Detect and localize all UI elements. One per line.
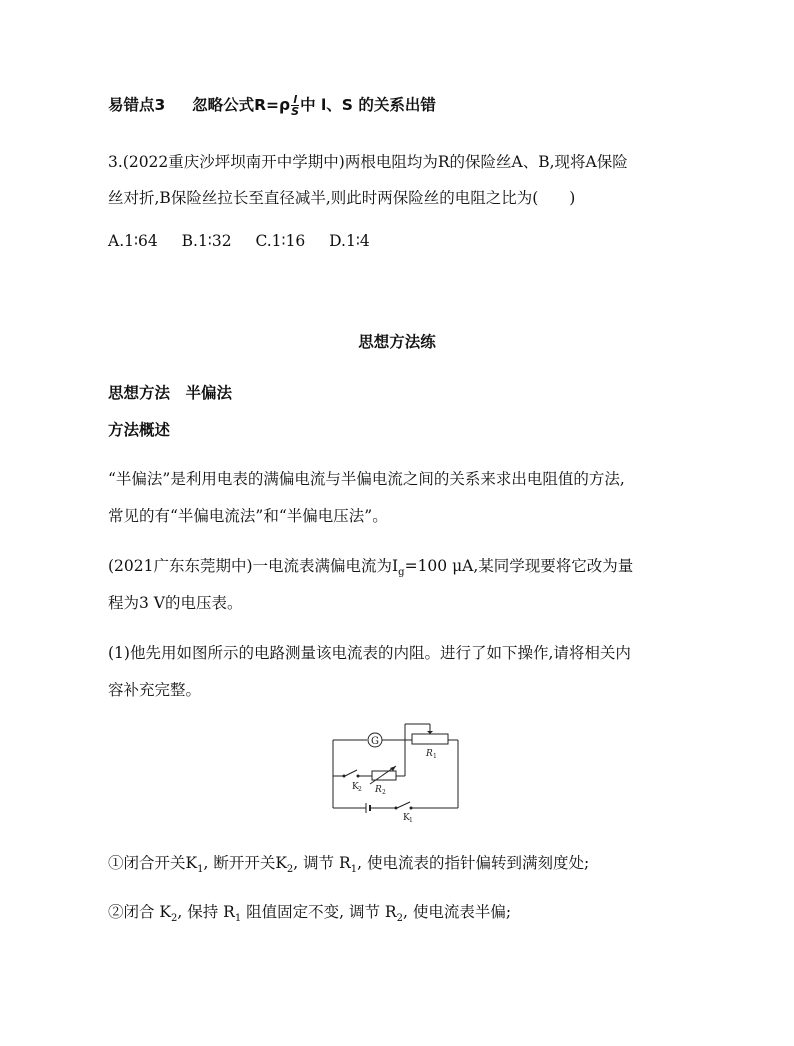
k2-sub: 2 bbox=[358, 786, 362, 793]
step2-text: ②闭合 K bbox=[108, 903, 172, 921]
step1-text: , 调节 R bbox=[293, 854, 351, 872]
r1-sub: 1 bbox=[433, 753, 437, 760]
switch-k2 bbox=[345, 770, 357, 776]
option-d: D.1∶4 bbox=[329, 232, 370, 250]
step1 bbox=[108, 851, 589, 875]
fraction-numerator: l bbox=[291, 94, 299, 106]
question3-line1: 3.(2022重庆沙坪坝南开中学期中)两根电阻均为R的保险丝A、B,现将A保险 bbox=[108, 153, 628, 171]
step2-sub: 1 bbox=[234, 913, 242, 925]
k1-label: K bbox=[403, 813, 410, 823]
switch-terminal bbox=[395, 807, 398, 810]
option-b: B.1∶32 bbox=[181, 232, 232, 250]
step1-sub: 1 bbox=[350, 864, 358, 876]
step2-sub: 2 bbox=[171, 913, 178, 925]
step2-text: 阻值固定不变, 调节 R bbox=[241, 903, 397, 921]
switch-terminal bbox=[343, 775, 346, 778]
problem-text-a: (2021广东东莞期中)一电流表满偏电流为I bbox=[108, 557, 399, 575]
step2 bbox=[108, 900, 511, 924]
resistance-box-r2 bbox=[372, 771, 396, 780]
fraction-denominator: S bbox=[291, 105, 300, 118]
switch-terminal bbox=[357, 775, 360, 778]
k2-label: K bbox=[352, 782, 359, 792]
k1-sub: 1 bbox=[409, 817, 413, 824]
rheostat-r1 bbox=[412, 734, 448, 744]
variable-arrowhead-icon bbox=[390, 766, 396, 771]
method-heading: 思想方法 半偏法 bbox=[108, 384, 233, 402]
r2-sub: 2 bbox=[382, 789, 386, 796]
r1-label: R bbox=[426, 749, 433, 759]
step2-text: , 保持 R bbox=[177, 903, 235, 921]
problem-subscript: g bbox=[398, 567, 405, 579]
step1-text: ①闭合开关K bbox=[108, 854, 198, 872]
part1-line1: (1)他先用如图所示的电路测量该电流表的内阻。进行了如下操作,请将相关内 bbox=[108, 644, 631, 662]
practice-title: 思想方法练 bbox=[358, 333, 436, 351]
problem-text-b: =100 μA,某同学现要将它改为量 bbox=[404, 557, 634, 575]
r2-label: R bbox=[375, 785, 382, 795]
error-point-heading bbox=[108, 93, 436, 117]
option-c: C.1∶16 bbox=[255, 232, 306, 250]
switch-terminal bbox=[410, 807, 413, 810]
question3-options bbox=[108, 232, 370, 250]
error-point-title-rest: 中 l、S 的关系出错 bbox=[300, 96, 436, 114]
switch-k1 bbox=[397, 802, 410, 808]
galvanometer-label: G bbox=[371, 736, 379, 747]
circuit-diagram bbox=[326, 718, 466, 826]
error-point-title: 忽略公式R=ρ bbox=[192, 96, 291, 114]
step1-text: , 断开开关K bbox=[203, 854, 287, 872]
overview-line1: “半偏法”是利用电表的满偏电流与半偏电流之间的关系来求出电阻值的方法, bbox=[108, 470, 625, 488]
overview-line2: 常见的有“半偏电流法”和“半偏电压法”。 bbox=[108, 507, 388, 525]
step2-text: , 使电流表半偏; bbox=[402, 903, 512, 921]
formula-fraction bbox=[291, 94, 299, 117]
step2-sub: 2 bbox=[396, 913, 403, 925]
overview-heading: 方法概述 bbox=[108, 421, 171, 439]
option-a: A.1∶64 bbox=[108, 232, 158, 250]
question3-line2: 丝对折,B保险丝拉长至直径减半,则此时两保险丝的电阻之比为( ) bbox=[108, 189, 576, 207]
problem-line2: 程为3 V的电压表。 bbox=[108, 594, 243, 612]
step1-sub: 1 bbox=[197, 864, 204, 876]
problem-line1 bbox=[108, 554, 633, 578]
step1-text: , 使电流表的指针偏转到满刻度处; bbox=[357, 854, 590, 872]
step1-sub: 2 bbox=[286, 864, 294, 876]
part1-line2: 容补充完整。 bbox=[108, 681, 202, 699]
error-point-label: 易错点3 bbox=[108, 96, 166, 114]
